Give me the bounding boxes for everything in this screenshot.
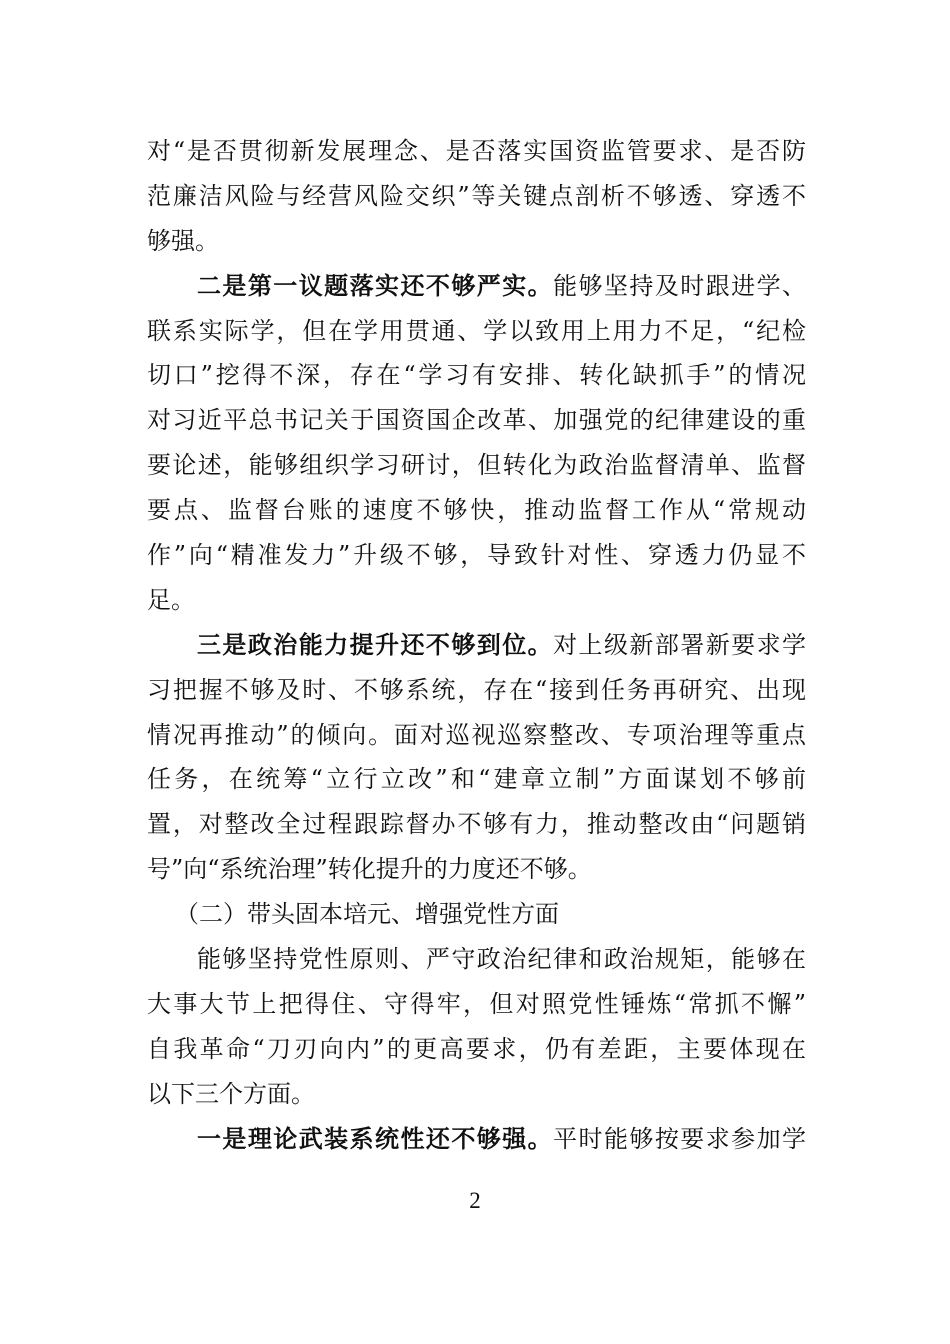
text-line: 情况再推动”的倾向。面对巡视巡察整改、专项治理等重点 [147, 720, 806, 749]
text-line: 任务，在统筹“立行立改”和“建章立制”方面谋划不够前 [147, 765, 806, 794]
text-line [147, 623, 806, 668]
point-title: 三是政治能力提升还不够到位。 [197, 629, 554, 659]
text-span: 平时能够按要求参加学 [553, 1124, 807, 1153]
text-line: 要论述，能够组织学习研讨，但转化为政治监督清单、监督 [147, 451, 806, 480]
text-line: 能够坚持党性原则、严守政治纪律和政治规矩，能够在 [197, 945, 806, 974]
point-title: 一是理论武装系统性还不够强。 [197, 1123, 554, 1153]
text-line: 号”向“系统治理”转化提升的力度还不够。 [147, 855, 592, 884]
text-line: 习把握不够及时、不够系统，存在“接到任务再研究、出现 [147, 675, 806, 704]
text-line: 够强。 [147, 226, 219, 255]
text-line: 范廉洁风险与经营风险交织”等关键点剖析不够透、穿透不 [147, 181, 806, 210]
paragraph-point-one [147, 1117, 806, 1162]
paragraph-point-three [147, 623, 806, 892]
text-line: 以下三个方面。 [147, 1079, 315, 1108]
point-title: 二是第一议题落实还不够严实。 [197, 270, 554, 300]
text-line: 联系实际学，但在学用贯通、学以致用上用力不足，“纪检 [147, 316, 806, 345]
text-line [147, 264, 806, 309]
text-line: 对习近平总书记关于国资国企改革、加强党的纪律建设的重 [147, 406, 806, 435]
section-heading: （二）带头固本培元、增强党性方面 [175, 900, 559, 929]
paragraph-continuation [147, 129, 806, 264]
text-line: 对“是否贯彻新发展理念、是否落实国资监管要求、是否防 [147, 137, 806, 165]
page-number: 2 [469, 1188, 481, 1213]
text-line: 要点、监督台账的速度不够快，推动监督工作从“常规动 [147, 496, 806, 525]
text-line: 置，对整改全过程跟踪督办不够有力，推动整改由“问题销 [147, 810, 806, 839]
text-line: 切口”挖得不深，存在“学习有安排、转化缺抓手”的情况 [147, 361, 806, 390]
text-span: 能够坚持及时跟进学、 [553, 271, 807, 300]
text-line [147, 1117, 806, 1162]
document-page [147, 129, 806, 1161]
paragraph-intro [147, 937, 806, 1117]
text-line: 自我革命“刀刃向内”的更高要求，仍有差距，主要体现在 [147, 1034, 806, 1063]
text-line: 大事大节上把得住、守得牢，但对照党性锤炼“常抓不懈” [147, 989, 806, 1018]
text-line: 足。 [147, 585, 195, 614]
paragraph-point-two [147, 264, 806, 623]
text-span: 对上级新部署新要求学 [553, 630, 807, 659]
text-line: 作”向“精准发力”升级不够，导致针对性、穿透力仍显不 [147, 541, 806, 570]
